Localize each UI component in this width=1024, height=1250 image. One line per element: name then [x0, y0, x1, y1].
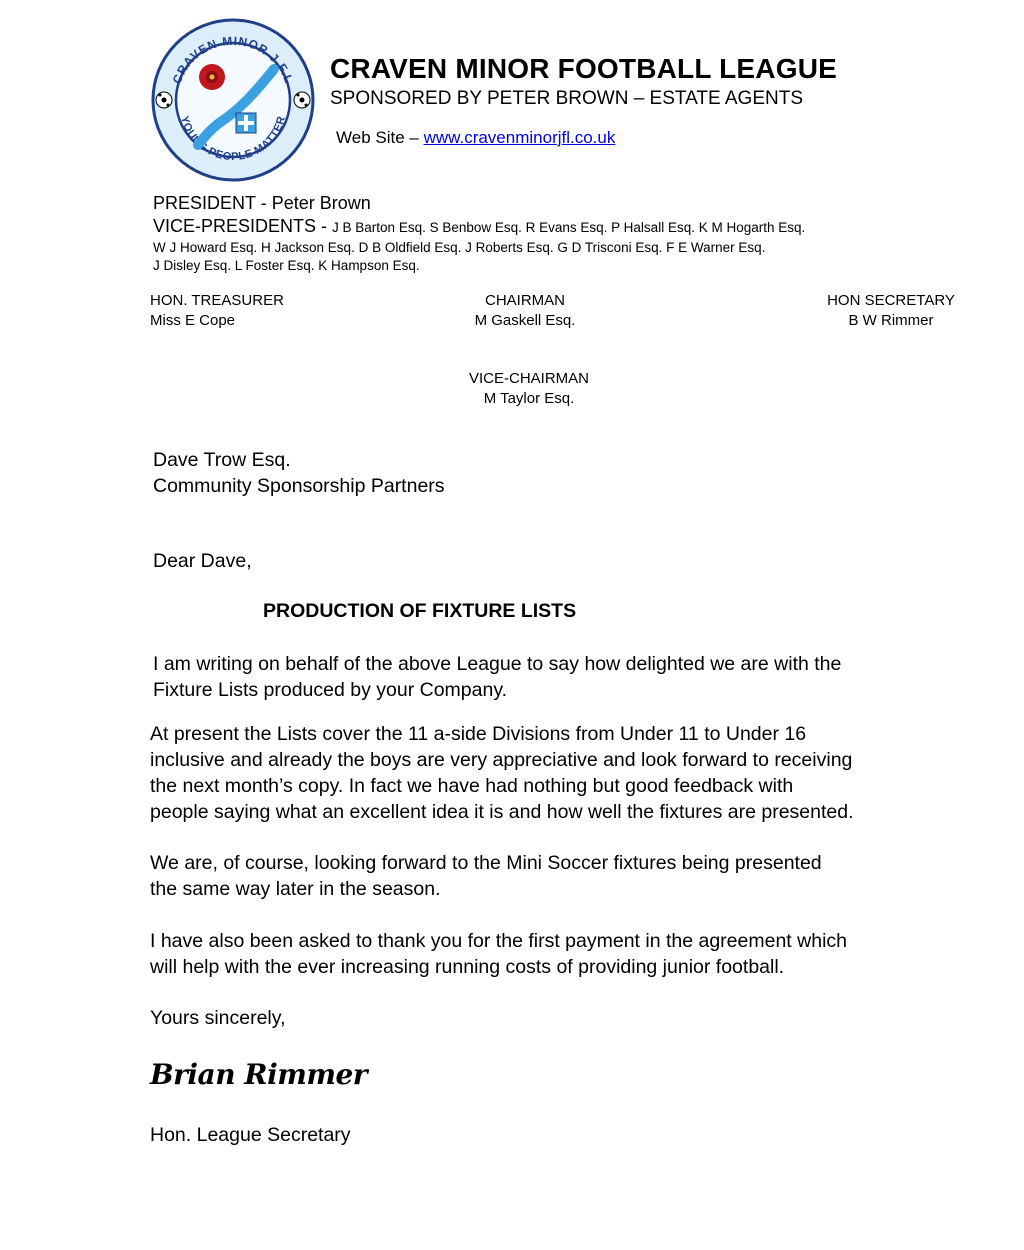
treasurer-block [150, 291, 284, 331]
signature: Brian Rimmer [150, 1058, 368, 1091]
paragraph-line: Fixture Lists produced by your Company. [153, 679, 508, 701]
paragraph-line: the next month’s copy. In fact we have had nothing but good feedback with [150, 775, 794, 797]
website-label: Web Site – [336, 128, 424, 147]
football-icon [156, 92, 172, 108]
vice-presidents-names: J B Barton Esq. S Benbow Esq. R Evans Esq. P Halsall Esq. K M Hogarth Esq. [332, 220, 806, 235]
secretary-title: HON SECRETARY [827, 292, 955, 309]
paragraph-2 [150, 721, 854, 825]
website-line [336, 128, 615, 148]
vice-presidents-label: VICE-PRESIDENTS - [153, 216, 333, 236]
paragraph-line: inclusive and already the boys are very appreciative and look forward to receiving [150, 749, 853, 771]
logo-top-text: CRAVEN MINOR J.F.L [169, 33, 297, 86]
treasurer-title: HON. TREASURER [150, 292, 284, 309]
signatory-role: Hon. League Secretary [150, 1124, 351, 1146]
rose-icon [199, 64, 225, 90]
chairman-block [468, 291, 582, 331]
president-line: PRESIDENT - Peter Brown [153, 193, 371, 213]
league-crest-icon [150, 17, 316, 183]
recipient-name: Dave Trow Esq. [153, 449, 291, 471]
treasurer-name: Miss E Cope [150, 312, 236, 329]
closing: Yours sincerely, [150, 1007, 286, 1029]
salutation: Dear Dave, [153, 550, 252, 572]
paragraph-line: will help with the ever increasing running costs of providing junior football. [150, 956, 785, 978]
recipient-address [153, 447, 445, 499]
paragraph-1 [153, 651, 841, 703]
website-link[interactable]: www.cravenminorjfl.co.uk [423, 128, 616, 147]
paragraph-4 [150, 928, 847, 980]
recipient-org: Community Sponsorship Partners [153, 475, 445, 497]
chairman-name: M Gaskell Esq. [474, 312, 576, 329]
secretary-name: B W Rimmer [848, 312, 934, 329]
secretary-block [818, 291, 964, 331]
vice-presidents-line-3: J Disley Esq. L Foster Esq. K Hampson Esq. [153, 258, 420, 273]
paragraph-line: I have also been asked to thank you for the first payment in the agreement which [150, 930, 847, 952]
vice-chairman-block [460, 369, 598, 409]
league-logo [150, 17, 316, 183]
paragraph-line: the same way later in the season. [150, 878, 441, 900]
vice-chairman-title: VICE-CHAIRMAN [468, 370, 589, 387]
letter-subject: PRODUCTION OF FIXTURE LISTS [263, 600, 577, 622]
paragraph-line: I am writing on behalf of the above League to say how delighted we are with the [153, 653, 842, 675]
paragraph-3 [150, 850, 822, 902]
vice-presidents-line-1 [153, 216, 805, 237]
sponsor-line: SPONSORED BY PETER BROWN – ESTATE AGENTS [330, 88, 803, 109]
paragraph-line: At present the Lists cover the 11 a-side Divisions from Under 11 to Under 16 [150, 723, 807, 745]
league-title: CRAVEN MINOR FOOTBALL LEAGUE [330, 53, 838, 84]
chairman-title: CHAIRMAN [484, 292, 565, 309]
shield-icon [236, 113, 256, 133]
vice-chairman-name: M Taylor Esq. [483, 390, 575, 407]
paragraph-line: We are, of course, looking forward to the Mini Soccer fixtures being presented [150, 852, 822, 874]
football-icon [294, 92, 310, 108]
vice-presidents-line-2: W J Howard Esq. H Jackson Esq. D B Oldfield Esq. J Roberts Esq. G D Trisconi Esq. F E Warner Esq. [153, 240, 766, 255]
logo-bottom-text: YOUNG PEOPLE MATTER [177, 114, 289, 164]
paragraph-line: people saying what an excellent idea it is and how well the fixtures are presented. [150, 801, 854, 823]
